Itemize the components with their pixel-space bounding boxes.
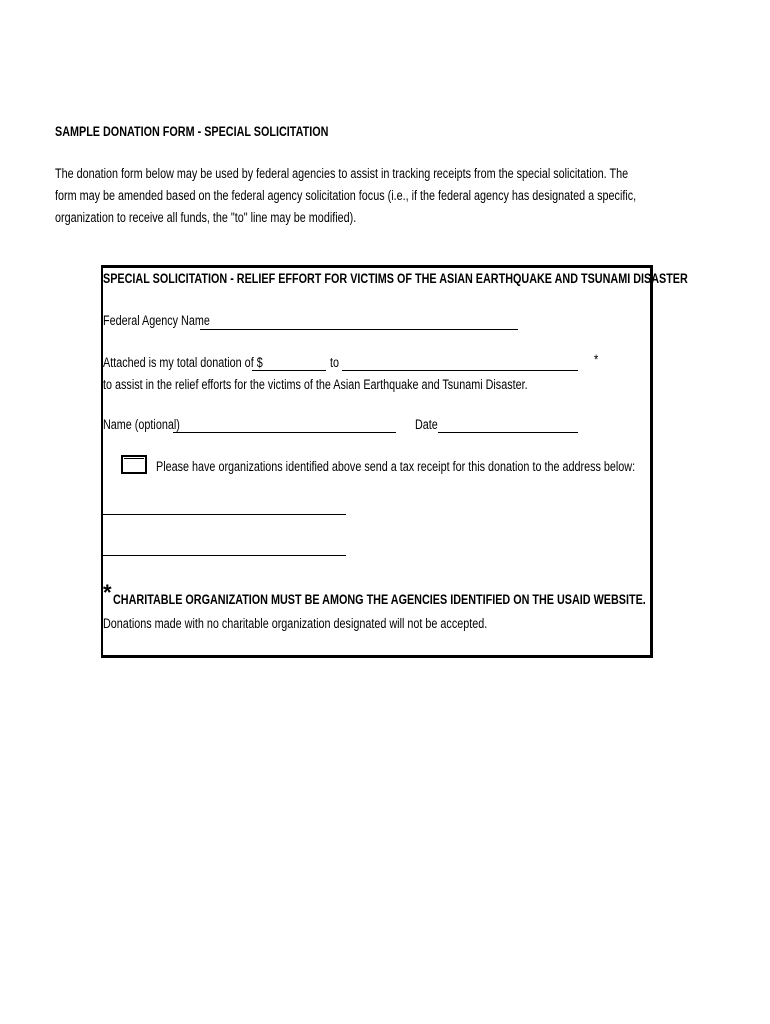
- to-label: to: [330, 355, 340, 370]
- charitable-organization-note: CHARITABLE ORGANIZATION MUST BE AMONG THE AGENCIES IDENTIFIED ON THE USAID WEBSITE.: [113, 592, 646, 607]
- address-line-2-field[interactable]: [103, 541, 346, 556]
- page-title: SAMPLE DONATION FORM - SPECIAL SOLICITATION: [55, 124, 329, 139]
- name-label: Name (optional): [103, 417, 180, 432]
- agency-name-field[interactable]: [200, 314, 518, 330]
- date-field[interactable]: [438, 418, 578, 433]
- note-asterisk: *: [103, 580, 112, 605]
- required-asterisk: *: [594, 352, 599, 367]
- tax-receipt-label: Please have organizations identified above send a tax receipt for this donation to the address below:: [156, 459, 636, 474]
- donation-amount-field[interactable]: [252, 356, 326, 371]
- recipient-organization-field[interactable]: [342, 356, 578, 371]
- agency-name-label: Federal Agency Name: [103, 313, 210, 328]
- form-title: SPECIAL SOLICITATION - RELIEF EFFORT FOR VICTIMS OF THE ASIAN EARTHQUAKE AND TSUNAMI DISASTER: [103, 271, 688, 286]
- intro-line: organization to receive all funds, the "to" line may be modified).: [55, 210, 357, 225]
- designation-note: Donations made with no charitable organization designated will not be accepted.: [103, 616, 488, 631]
- donation-purpose-text: to assist in the relief efforts for the victims of the Asian Earthquake and Tsunami Disaster.: [103, 377, 528, 392]
- intro-line: form may be amended based on the federal agency solicitation focus (i.e., if the federal agency has designated a specific,: [55, 188, 637, 203]
- address-line-1-field[interactable]: [103, 500, 346, 515]
- tax-receipt-checkbox[interactable]: [121, 455, 147, 474]
- date-label: Date: [415, 417, 438, 432]
- donation-amount-label: Attached is my total donation of $: [103, 355, 263, 370]
- intro-line: The donation form below may be used by federal agencies to assist in tracking receipts from the special solicitation. The: [55, 166, 629, 181]
- intro-paragraph: [55, 163, 770, 229]
- name-field[interactable]: [173, 418, 396, 433]
